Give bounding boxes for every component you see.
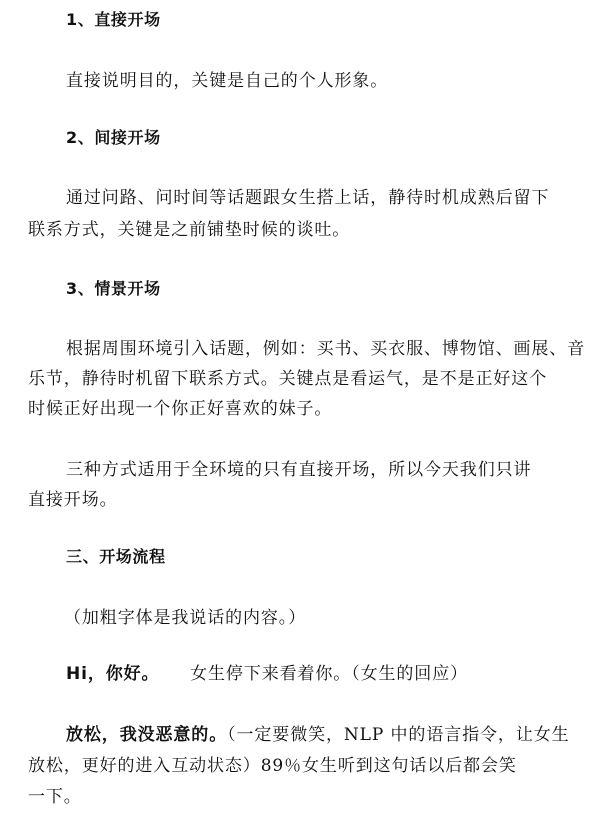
heading-opening-process: 三、开场流程 [66, 547, 166, 566]
heading-indirect-opening: 2、间接开场 [66, 128, 161, 147]
dialogue-relax-line3: 一下。 [28, 787, 82, 807]
paragraph-situational-opening-line2: 乐节，静待时机留下联系方式。关键点是看运气，是不是正好这个 [28, 369, 548, 389]
heading-direct-opening: 1、直接开场 [66, 10, 161, 29]
paragraph-summary-line1: 三种方式适用于全环境的只有直接开场，所以今天我们只讲 [66, 460, 532, 480]
paragraph-situational-opening-line1: 根据周围环境引入话题，例如：买书、买衣服、博物馆、画展、音 [66, 339, 586, 359]
dialogue-greeting-response: 女生停下来看着你。（女生的回应） [190, 664, 468, 684]
dialogue-relax-bold: 放松，我没恶意的。 [66, 725, 228, 745]
paragraph-situational-opening-line3: 时候正好出现一个你正好喜欢的妹子。 [28, 399, 333, 419]
paragraph-indirect-opening-line2: 联系方式，关键是之前铺垫时候的谈吐。 [28, 220, 351, 240]
dialogue-relax-line1 [66, 724, 570, 746]
paragraph-direct-opening: 直接说明目的，关键是自己的个人形象。 [66, 71, 389, 91]
paragraph-bold-note: （加粗字体是我说话的内容。） [64, 608, 307, 628]
dialogue-relax-line2: 放松，更好的进入互动状态）89％女生听到这句话以后都会笑 [28, 756, 517, 776]
dialogue-greeting-line [66, 663, 468, 685]
dialogue-greeting-bold: Hi，你好。 [66, 664, 160, 684]
paragraph-summary-line2: 直接开场。 [28, 490, 118, 510]
dialogue-relax-note: （一定要微笑，NLP 中的语言指令，让女生 [227, 725, 570, 745]
paragraph-indirect-opening-line1: 通过问路、问时间等话题跟女生搭上话，静待时机成熟后留下 [66, 188, 550, 208]
heading-situational-opening: 3、情景开场 [66, 279, 161, 298]
